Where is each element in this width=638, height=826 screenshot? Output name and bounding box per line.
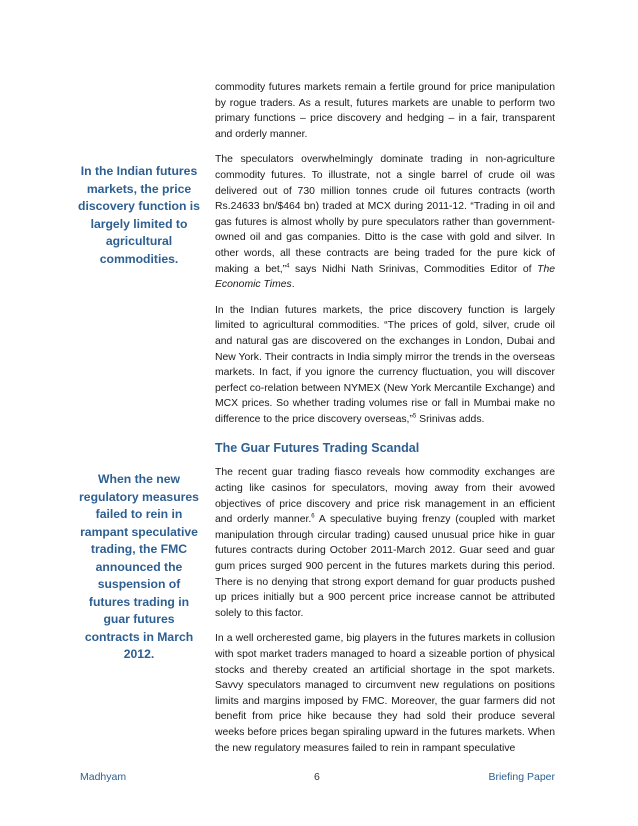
footer-series: Briefing Paper — [488, 771, 555, 783]
footer-publisher: Madhyam — [80, 771, 127, 783]
footnote-ref-5: 5 — [412, 413, 417, 420]
page-number: 6 — [314, 771, 320, 783]
paragraph-1: commodity futures markets remain a fertile ground for price manipulation by rogue traders. As a result, futures markets are unable to perform two primary functions – price discovery and hedging – in a fair, transparent and orderly manner. — [215, 82, 555, 140]
pull-quote-1: In the Indian futures markets, the price discovery function is largely limited to agricultural commodities. — [78, 164, 200, 266]
section-heading: The Guar Futures Trading Scandal — [215, 441, 420, 456]
footnote-ref-4: 4 — [286, 263, 290, 270]
paragraph-2: The speculators overwhelmingly dominate trading in non-agriculture commodity futures. To illustrate, not a single barrel of crude oil was delivered out of 730 million tonnes crude oil futures contracts (worth Rs.24633 bn/$464 bn) traded at MCX during 2011-12. “Trading in oil and gas futures is almost wholly by pure speculators rather than government-owned oil and gas companies. Ditto is the case with gold and silver. In other words, all these contracts are being traded for the pure kick of making a bet,”$^4$ says Nidhi Nath Srinivas, Commodities Editor of The Economic Times. — [215, 154, 555, 291]
pull-quote-2: When the new regulatory measures failed to rein in rampant speculative trading, the FMC announced the suspension of futures trading in guar futures contracts in March 2012. — [79, 472, 199, 661]
paragraph-5: In a well orcherested game, big players in the futures markets in collusion with spot market traders managed to hoard a sizeable portion of physical stocks and thereby created an artificial shortage in the spot markets. Savvy speculators managed to circumvent new regulations on positions limits and margins imposed by FMC. Moreover, the guar farmers did not benefit from price hike because they had sold their produce several weeks before prices began spiraling upward in the futures markets. When the new regulatory measures failed to rein in rampant speculative — [215, 633, 555, 754]
footnote-ref-6: 6 — [311, 513, 315, 520]
paragraph-3: In the Indian futures markets, the price discovery function is largely limited to agricultural commodities. “The prices of gold, silver, crude oil and natural gas are discovered on the exchanges in London, Dubai and New York. Their contracts in India simply mirror the trends in the overseas markets. In fact, if you ignore the currency fluctuation, you will discover perfect co-relation between NYMEX (New York Mercantile Exchange) and MCX prices. So whether trading volumes rise or fall in Mumbai make no difference to the price discovery overseas,”$^5$ Srinivas adds. — [215, 304, 555, 425]
article-body — [215, 80, 555, 766]
paragraph-4: The recent guar trading fiasco reveals how commodity exchanges are acting like casinos for speculators, moving away from their avowed objectives of price discovery and price risk management in an efficient and orderly manner.$^6$ A speculative buying frenzy (coupled with market manipulation through circular trading) caused unusual price hike in guar futures contracts during October 2011-March 2012. Guar seed and guar gum prices surged 900 percent in the futures markets during this period. There is no denying that strong export demand for guar products pushed up prices initially but a 900 percent price increase cannot be attributed solely to this factor. — [215, 467, 555, 619]
